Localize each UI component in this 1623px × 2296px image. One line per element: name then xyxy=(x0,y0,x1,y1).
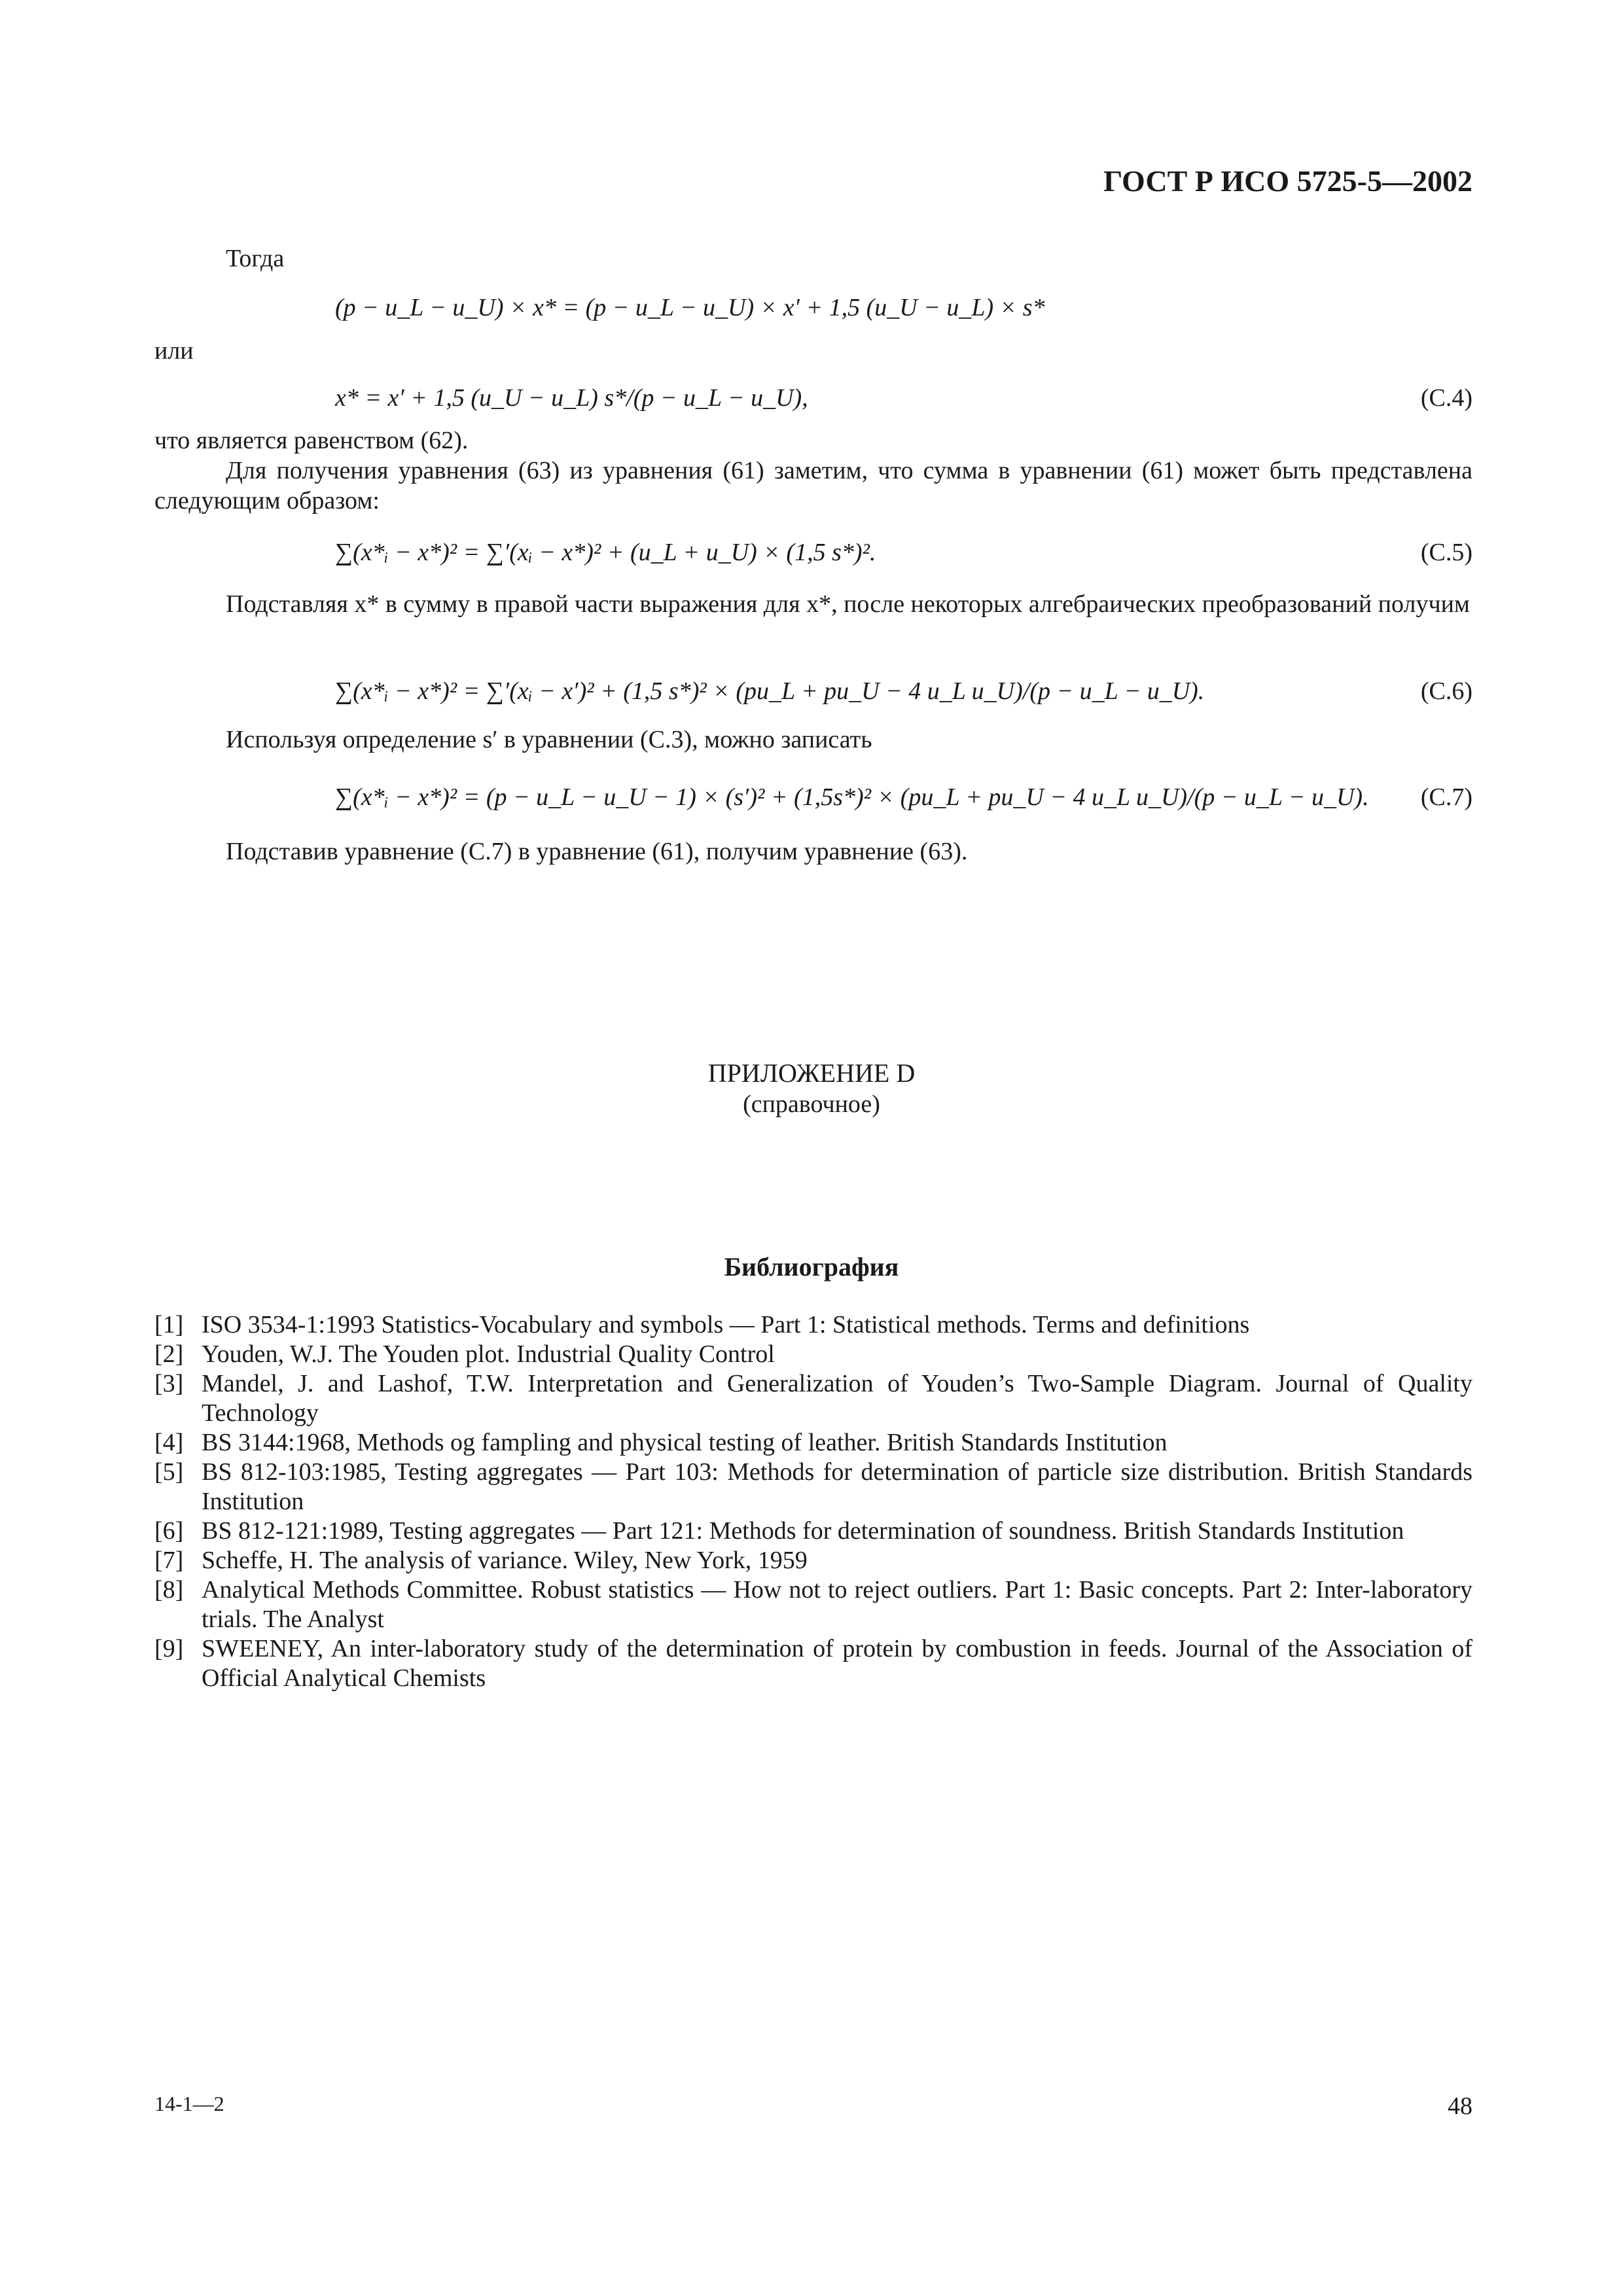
bibliography-text: Mandel, J. and Lashof, T.W. Interpretation and Generalization of Youden’s Two-Sample Diagram. Journal of Quality Technology xyxy=(202,1370,1472,1427)
bibliography-number: [1] xyxy=(154,1311,184,1338)
footer-code: 14-1—2 xyxy=(154,2092,224,2115)
page-number: 48 xyxy=(1448,2092,1472,2120)
formula-c5: ∑(x*ᵢ − x*)² = ∑′(xᵢ − x*)² + (u_L + u_U) × (1,5 s*)². xyxy=(335,539,876,566)
bibliography-item xyxy=(154,1369,1472,1428)
bibliography-number: [2] xyxy=(154,1340,184,1368)
equation-number-c7: (C.7) xyxy=(1420,783,1472,811)
bibliography-list xyxy=(154,1310,1472,1693)
standard-header: ГОСТ Р ИСО 5725-5—2002 xyxy=(1103,164,1472,198)
bibliography-number: [7] xyxy=(154,1547,184,1574)
bibliography-number: [3] xyxy=(154,1370,184,1397)
bibliography-number: [9] xyxy=(154,1635,184,1662)
bibliography-text: BS 812-121:1989, Testing aggregates — Part 121: Methods for determination of soundness. British Standards Institution xyxy=(202,1517,1404,1545)
equation-number-c4: (C.4) xyxy=(1420,384,1472,412)
bibliography-number: [4] xyxy=(154,1429,184,1456)
paragraph-using: Используя определение s′ в уравнении (C.3), можно записать xyxy=(226,726,872,753)
paragraph-equality: что является равенством (62). xyxy=(154,427,469,454)
paragraph-ili: или xyxy=(154,337,194,365)
annex-title: ПРИЛОЖЕНИЕ D xyxy=(707,1058,916,1088)
bibliography-item xyxy=(154,1310,1472,1340)
bibliography-item xyxy=(154,1428,1472,1458)
bibliography-item xyxy=(154,1340,1472,1369)
formula-c7: ∑(x*ᵢ − x*)² = (p − u_L − u_U − 1) × (s′)² + (1,5s*)² × (pu_L + pu_U − 4 u_L u_U)/(p − u_L − u_U). xyxy=(335,783,1369,811)
paragraph-obtain: Для получения уравнения (63) из уравнения (61) заметим, что сумма в уравнении (61) может быть представлена следующим образом: xyxy=(154,457,1472,514)
paragraph-togda: Тогда xyxy=(226,245,285,272)
bibliography-item xyxy=(154,1575,1472,1634)
annex-subtitle: (справочное) xyxy=(743,1090,880,1118)
bibliography-text: Analytical Methods Committee. Robust statistics — How not to reject outliers. Part 1: Basic concepts. Part 2: Inter-laboratory trials. The Analyst xyxy=(202,1576,1472,1633)
equation-number-c5: (C.5) xyxy=(1420,539,1472,566)
formula-c4: x* = x′ + 1,5 (u_U − u_L) s*/(p − u_L − u_U), xyxy=(335,384,808,412)
formula-c6: ∑(x*ᵢ − x*)² = ∑′(xᵢ − x′)² + (1,5 s*)² × (pu_L + pu_U − 4 u_L u_U)/(p − u_L − u_U). xyxy=(335,677,1205,705)
bibliography-text: BS 812-103:1985, Testing aggregates — Part 103: Methods for determination of particle size distribution. British Standards Institution xyxy=(202,1458,1472,1515)
bibliography-text: Youden, W.J. The Youden plot. Industrial Quality Control xyxy=(202,1340,775,1368)
paragraph-final: Подставив уравнение (C.7) в уравнение (61), получим уравнение (63). xyxy=(226,838,968,865)
bibliography-text: BS 3144:1968, Methods og fampling and physical testing of leather. British Standards Institution xyxy=(202,1429,1168,1456)
bibliography-item xyxy=(154,1516,1472,1546)
equation-number-c6: (C.6) xyxy=(1420,677,1472,705)
bibliography-number: [8] xyxy=(154,1576,184,1604)
paragraph-substitute: Подставляя x* в сумму в правой части выражения для x*, после некоторых алгебраических преобразований получим xyxy=(226,590,1470,618)
bibliography-heading: Библиография xyxy=(724,1252,899,1282)
formula-1: (p − u_L − u_U) × x* = (p − u_L − u_U) × x′ + 1,5 (u_U − u_L) × s* xyxy=(335,294,1045,321)
bibliography-text: ISO 3534-1:1993 Statistics-Vocabulary and symbols — Part 1: Statistical methods. Terms and definitions xyxy=(202,1311,1250,1338)
bibliography-item xyxy=(154,1546,1472,1575)
bibliography-number: [5] xyxy=(154,1458,184,1486)
bibliography-number: [6] xyxy=(154,1517,184,1545)
bibliography-text: SWEENEY, An inter-laboratory study of the determination of protein by combustion in feeds. Journal of the Association of Official Analytical Chemists xyxy=(202,1635,1472,1692)
bibliography-item xyxy=(154,1634,1472,1693)
bibliography-item xyxy=(154,1458,1472,1516)
bibliography-text: Scheffe, H. The analysis of variance. Wiley, New York, 1959 xyxy=(202,1547,808,1574)
